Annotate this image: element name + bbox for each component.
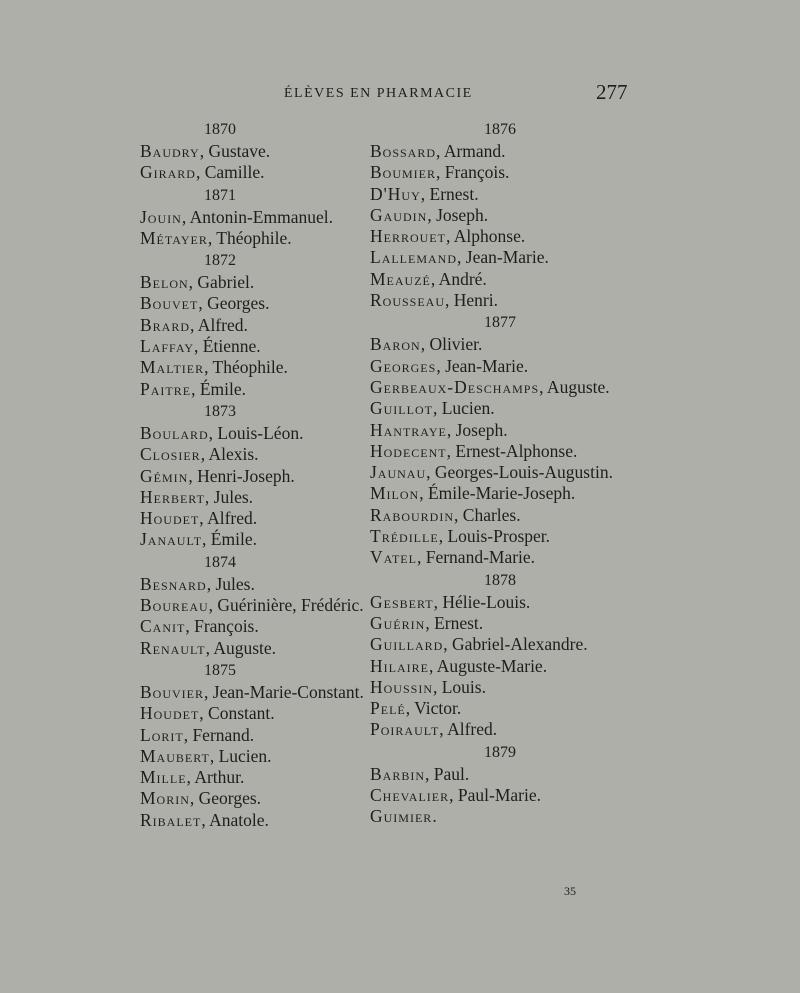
- student-given-names: , Joseph.: [427, 204, 489, 225]
- student-surname: Closier: [140, 444, 201, 465]
- student-surname: Boulard: [140, 422, 209, 443]
- student-surname: Canit: [140, 616, 186, 637]
- student-given-names: , Henri-Joseph.: [188, 465, 295, 486]
- student-given-names: , Gabriel-Alexandre.: [443, 634, 588, 655]
- student-given-names: , Gustave.: [199, 141, 271, 161]
- year-heading: 1875: [204, 661, 236, 679]
- student-given-names: , Gabriel.: [188, 272, 255, 293]
- student-given-names: , Théophile.: [207, 227, 292, 248]
- student-surname: Milon: [370, 483, 420, 504]
- student-entry: [140, 228, 340, 249]
- student-surname: Morin: [140, 788, 190, 809]
- signature-mark: 35: [564, 884, 576, 898]
- student-entry: [370, 656, 670, 677]
- student-entry: [370, 441, 670, 462]
- year-heading: 1879: [484, 743, 516, 761]
- student-entry: [370, 205, 670, 226]
- student-surname: Bouvet: [140, 293, 199, 314]
- student-given-names: , Charles.: [454, 504, 521, 525]
- student-surname: Jouin: [140, 206, 182, 227]
- student-given-names: , Louis-Léon.: [208, 422, 304, 443]
- student-given-names: , Auguste.: [205, 637, 277, 658]
- student-entry: [140, 574, 340, 595]
- student-entry: [370, 334, 670, 355]
- student-surname: Bossard: [370, 141, 437, 161]
- student-entry: [370, 764, 670, 785]
- student-entry: [140, 487, 340, 508]
- year-heading: 1871: [204, 186, 236, 204]
- student-entry: [370, 785, 670, 806]
- student-given-names: , Louis.: [432, 676, 486, 697]
- student-entry: [370, 420, 670, 441]
- year-heading: 1876: [484, 121, 516, 138]
- year-heading: 1873: [204, 402, 236, 420]
- student-given-names: , Ernest.: [420, 183, 479, 204]
- student-entry: [370, 483, 670, 504]
- student-given-names: , Guérinière, Frédéric.: [208, 595, 364, 616]
- student-surname: Guillot: [370, 398, 433, 419]
- student-surname: Brard: [140, 314, 191, 335]
- student-entry: [370, 677, 670, 698]
- student-entry: [370, 613, 670, 634]
- student-given-names: , Jean-Marie.: [436, 355, 529, 376]
- student-entry: [370, 141, 670, 162]
- page-number: 277: [596, 80, 628, 104]
- year-heading: 1878: [484, 571, 516, 589]
- student-surname: Laffay: [140, 336, 195, 357]
- student-surname: Rousseau: [370, 290, 446, 311]
- student-surname: Boumier: [370, 162, 437, 183]
- student-surname: Lorit: [140, 724, 184, 745]
- student-given-names: , Lucien.: [432, 398, 495, 419]
- student-entry: [140, 529, 340, 550]
- student-surname: Trédille: [370, 526, 439, 547]
- student-given-names: , Paul.: [425, 763, 470, 784]
- student-surname: Houssin: [370, 676, 433, 697]
- student-given-names: , Jean-Marie.: [457, 247, 549, 268]
- student-given-names: , Alfred.: [439, 719, 498, 740]
- student-surname: Gémin: [140, 465, 189, 486]
- student-entry: [370, 184, 670, 205]
- student-given-names: , Jules.: [206, 573, 255, 594]
- student-entry: [370, 526, 670, 547]
- student-surname: Lallemand: [370, 247, 458, 268]
- student-entry: [140, 466, 340, 487]
- student-entry: [370, 634, 670, 655]
- right-column: [370, 118, 670, 828]
- student-given-names: , Auguste-Marie.: [428, 655, 548, 676]
- student-surname: Poirault: [370, 719, 440, 740]
- student-entry: [370, 592, 670, 613]
- student-given-names: , Fernand.: [183, 724, 255, 745]
- student-given-names: , François.: [436, 162, 510, 183]
- student-given-names: , Joseph.: [446, 419, 508, 440]
- student-given-names: , Georges.: [198, 293, 270, 314]
- student-entry: [140, 293, 340, 314]
- student-entry: [370, 398, 670, 419]
- student-surname: Maubert: [140, 745, 210, 766]
- student-given-names: , Alexis.: [200, 444, 259, 465]
- student-entry: [370, 547, 670, 568]
- student-surname: Belon: [140, 272, 189, 293]
- student-given-names: , Paul-Marie.: [449, 785, 541, 806]
- student-surname: Guimier: [370, 806, 433, 827]
- student-surname: Métayer: [140, 227, 208, 248]
- student-given-names: , Hélie-Louis.: [433, 591, 531, 612]
- student-surname: Bouvier: [140, 681, 205, 702]
- left-column: [140, 118, 364, 831]
- student-entry: [140, 444, 340, 465]
- student-surname: Boureau: [140, 595, 209, 616]
- student-given-names: , Constant.: [199, 703, 275, 724]
- running-head: ÉLÈVES EN PHARMACIE: [284, 86, 473, 101]
- student-given-names: , Émile.: [202, 529, 257, 550]
- student-surname: Georges: [370, 355, 437, 376]
- student-surname: Girard: [140, 162, 196, 183]
- student-given-names: , Anatole.: [201, 809, 269, 830]
- year-heading: 1870: [204, 121, 236, 138]
- student-surname: Baudry: [140, 141, 200, 161]
- student-surname: Pelé: [370, 698, 406, 719]
- student-entry: [140, 162, 340, 183]
- student-given-names: , Lucien.: [209, 745, 272, 766]
- student-given-names: , Ernest.: [425, 612, 484, 633]
- student-given-names: , Georges.: [189, 788, 262, 809]
- student-entry: [140, 725, 340, 746]
- student-entry: [370, 806, 670, 827]
- student-given-names: , Victor.: [405, 698, 462, 719]
- student-given-names: , Ernest-Alphonse.: [446, 440, 578, 461]
- student-given-names: , Armand.: [436, 141, 506, 161]
- student-given-names: , Théophile.: [204, 357, 288, 378]
- student-surname: Rabourdin: [370, 504, 455, 525]
- student-surname: Guérin: [370, 612, 426, 633]
- student-given-names: , Jean-Marie-Constant.: [204, 681, 364, 702]
- student-entry: [140, 638, 340, 659]
- student-entry: [140, 788, 340, 809]
- student-entry: [140, 141, 340, 162]
- student-entry: [370, 290, 670, 311]
- student-entry: [140, 207, 340, 228]
- student-entry: [140, 336, 340, 357]
- student-surname: Baron: [370, 334, 421, 355]
- student-surname: Hodecent: [370, 440, 447, 461]
- student-surname: Jaunau: [370, 462, 427, 483]
- student-entry: [140, 423, 340, 444]
- student-given-names: , Henri.: [445, 290, 498, 311]
- student-given-names: , Étienne.: [194, 336, 261, 357]
- student-entry: [140, 746, 340, 767]
- student-entry: [140, 379, 340, 400]
- student-given-names: , Louis-Prosper.: [438, 526, 551, 547]
- student-entry: [140, 703, 340, 724]
- student-given-names: , Georges-Louis-Augustin.: [426, 462, 613, 483]
- student-entry: [140, 508, 340, 529]
- student-surname: Ribalet: [140, 809, 202, 830]
- year-heading: 1877: [484, 314, 516, 332]
- student-given-names: , Émile-Marie-Joseph.: [419, 483, 576, 504]
- student-surname: Guillard: [370, 634, 444, 655]
- student-surname: Renault: [140, 637, 206, 658]
- student-entry: [140, 616, 340, 637]
- student-entry: [140, 810, 340, 831]
- student-surname: Meauzé: [370, 268, 431, 289]
- year-heading: 1874: [204, 553, 236, 571]
- student-surname: Hantraye: [370, 419, 447, 440]
- student-given-names: , Camille.: [195, 162, 265, 183]
- student-surname: Chevalier: [370, 785, 450, 806]
- student-given-names: , Alfred.: [199, 508, 258, 529]
- student-surname: Paitre: [140, 378, 192, 399]
- student-entry: [370, 505, 670, 526]
- student-surname: Besnard: [140, 573, 207, 594]
- student-entry: [370, 269, 670, 290]
- year-heading: 1872: [204, 252, 236, 270]
- student-given-names: , Alphonse.: [445, 226, 526, 247]
- student-surname: Hilaire: [370, 655, 429, 676]
- student-given-names: , André.: [430, 268, 487, 289]
- student-entry: [370, 226, 670, 247]
- student-entry: [370, 162, 670, 183]
- student-given-names: , Antonin-Emmanuel.: [181, 206, 333, 227]
- student-surname: Houdet: [140, 508, 200, 529]
- student-surname: Vatel: [370, 547, 417, 568]
- student-entry: [140, 681, 364, 703]
- student-given-names: .: [432, 806, 437, 827]
- student-surname: Houdet: [140, 703, 200, 724]
- student-entry: [370, 462, 670, 483]
- student-surname: Janault: [140, 529, 203, 550]
- student-entry: [140, 272, 340, 293]
- student-given-names: , Auguste.: [539, 376, 610, 397]
- student-surname: Herbert: [140, 486, 205, 507]
- student-given-names: , François.: [185, 616, 259, 637]
- student-given-names: , Alfred.: [190, 314, 248, 335]
- student-given-names: , Olivier.: [420, 334, 483, 355]
- student-entry: [370, 247, 670, 268]
- student-given-names: , Jules.: [204, 486, 254, 507]
- student-given-names: , Émile.: [191, 378, 246, 399]
- student-surname: D'Huy: [370, 183, 421, 204]
- student-surname: Herrouet: [370, 226, 446, 247]
- student-entry: [140, 767, 340, 788]
- student-surname: Barbin: [370, 763, 426, 784]
- student-surname: Maltier: [140, 357, 205, 378]
- student-entry: [370, 698, 670, 719]
- student-surname: Mille: [140, 767, 187, 788]
- student-entry: [370, 377, 670, 398]
- student-entry: [140, 315, 340, 336]
- student-entry: [140, 595, 364, 616]
- student-given-names: , Arthur.: [186, 767, 245, 788]
- student-surname: Gaudin: [370, 204, 428, 225]
- student-given-names: , Fernand-Marie.: [416, 547, 536, 568]
- student-surname: Gesbert: [370, 591, 434, 612]
- student-surname: Gerbeaux-Deschamps: [370, 376, 540, 397]
- student-entry: [140, 357, 340, 378]
- student-entry: [370, 356, 670, 377]
- student-entry: [370, 719, 670, 740]
